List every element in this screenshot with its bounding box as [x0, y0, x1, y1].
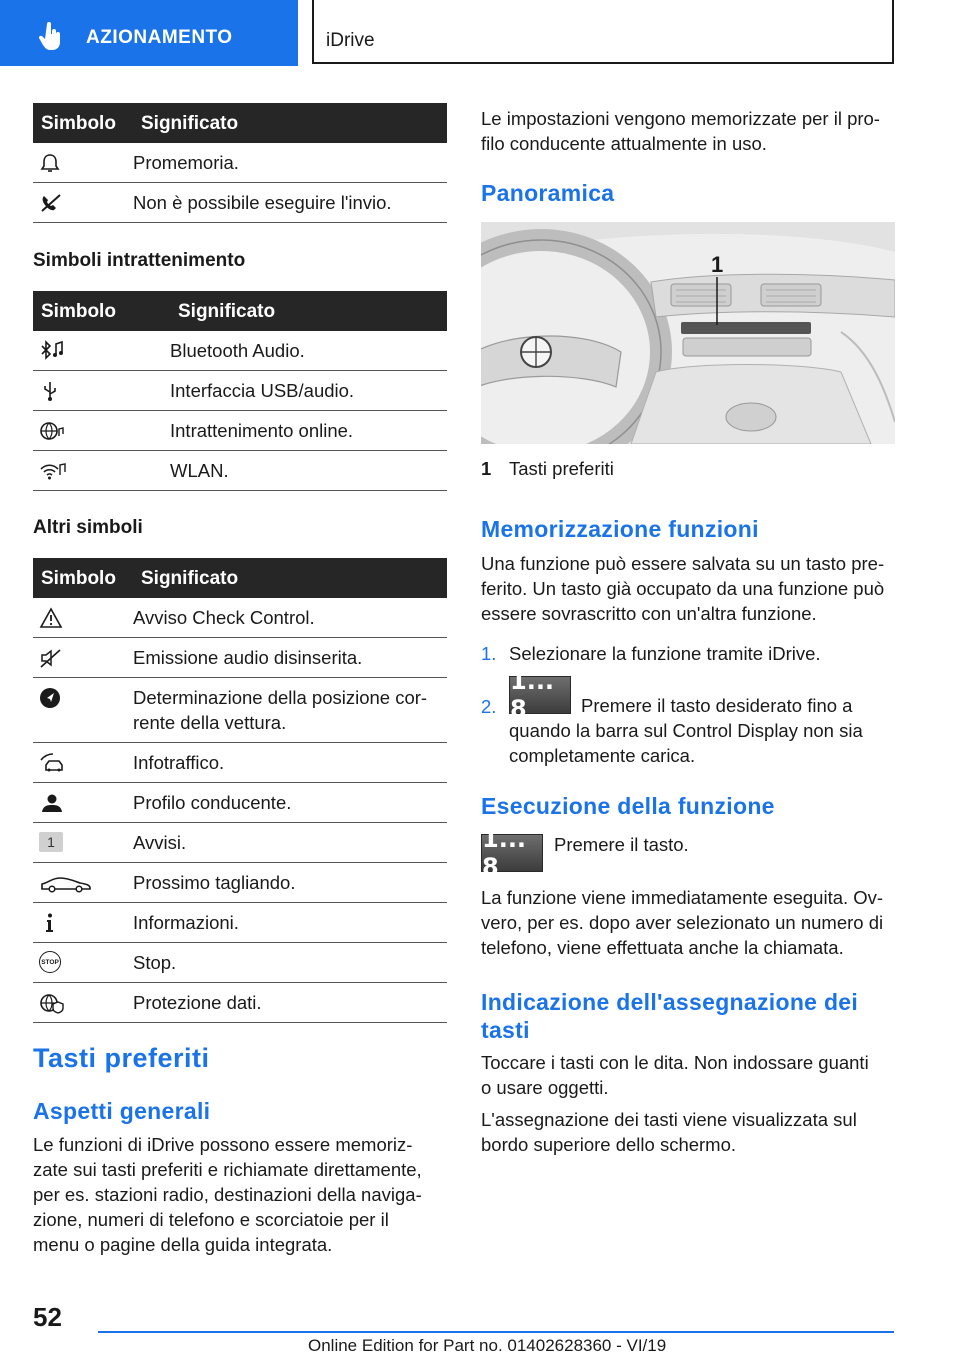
symbol-meaning: Protezione dati.: [133, 992, 262, 1013]
symbol-meaning: Prossimo tagliando.: [133, 872, 296, 893]
section-tab: [0, 0, 298, 66]
footer-divider: [98, 1331, 894, 1333]
symbol-meaning: Intrattenimento online.: [170, 420, 354, 441]
step-text-continued: quando la barra sul Control Display non sia: [509, 720, 863, 741]
favorites-heading: Tasti preferiti: [33, 1043, 210, 1073]
table-row: [33, 371, 447, 411]
warning-triangle-icon: [39, 607, 63, 629]
car-service-icon: [39, 872, 93, 894]
table-row: [33, 638, 447, 678]
caption-number: 1: [481, 458, 492, 479]
table-row: [33, 451, 447, 491]
usb-icon: [39, 380, 61, 402]
chapter-header: [312, 0, 894, 64]
symbols-table: [33, 103, 447, 223]
cockpit-illustration: [481, 222, 895, 444]
table-row: [33, 678, 447, 743]
step-text: Premere il tasto desiderato fino a: [581, 695, 853, 716]
data-protection-icon: [39, 992, 65, 1014]
table-header: [33, 103, 447, 143]
step-text-continued: completamente carica.: [509, 745, 696, 766]
section-title: AZIONAMENTO: [86, 27, 233, 48]
execute-function-text: La funzione viene immediatamente eseguita. Ov- vero, per es. dopo aver selezionato un numero di telefono, viene effettuata anche la chiamata.: [481, 887, 884, 958]
symbol-meaning: Non è possibile eseguire l'invio.: [133, 192, 392, 213]
symbol-meaning: Informazioni.: [133, 912, 239, 933]
other-symbols-table: [33, 558, 447, 1023]
table-row: [33, 943, 447, 983]
favorite-key-image: 1... 8: [509, 676, 571, 714]
other-symbols-heading: Altri simboli: [33, 517, 143, 538]
table-row: [33, 783, 447, 823]
general-aspects-text: Le funzioni di iDrive possono essere memoriz- zate sui tasti preferiti e richiamate direttamente, per es. stazioni radio, destinazioni della naviga- zione, numeri di telefono e scorciatoie per il menu o pagine della guida integrata.: [33, 1134, 422, 1255]
symbol-meaning: Avviso Check Control.: [133, 607, 315, 628]
symbol-meaning: Promemoria.: [133, 152, 239, 173]
symbol-meaning: Bluetooth Audio.: [170, 340, 305, 361]
photo-callout: 1: [711, 252, 724, 277]
press-key-text: Premere il tasto.: [554, 834, 689, 855]
bluetooth-audio-icon: [39, 340, 65, 362]
wlan-music-icon: [39, 460, 67, 482]
notice-box-icon: 1: [39, 832, 63, 852]
traffic-info-icon: [39, 752, 67, 774]
table-row: [33, 903, 447, 943]
table-header: [33, 291, 447, 331]
table-row: [33, 743, 447, 783]
key-assignment-heading: Indicazione dell'assegnazione dei tasti: [481, 989, 859, 1043]
symbol-meaning: Emissione audio disinserita.: [133, 647, 363, 668]
phone-crossed-icon: [39, 192, 63, 214]
step-number: 1.: [481, 643, 497, 664]
caption-text: Tasti preferiti: [509, 458, 614, 479]
table-row: [33, 823, 447, 863]
step-text: Selezionare la funzione tramite iDrive.: [509, 643, 821, 664]
page-number: 52: [33, 1302, 62, 1332]
key-assignment-text-2: L'assegnazione dei tasti viene visualizzata sul bordo superiore dello schermo.: [481, 1109, 857, 1155]
execute-function-heading: Esecuzione della funzione: [481, 793, 775, 819]
hand-pointer-icon: [38, 22, 64, 50]
symbol-meaning: Infotraffico.: [133, 752, 225, 773]
entertainment-symbols-table: [33, 291, 447, 491]
bell-icon: [39, 152, 61, 174]
globe-music-icon: [39, 420, 65, 442]
table-row: [33, 183, 447, 223]
profile-note-text: Le impostazioni vengono memorizzate per il pro- filo conducente attualmente in uso.: [481, 108, 880, 154]
symbol-meaning: Interfaccia USB/audio.: [170, 380, 355, 401]
store-functions-heading: Memorizzazione funzioni: [481, 516, 759, 542]
general-aspects-heading: Aspetti generali: [33, 1098, 211, 1124]
driver-profile-icon: [39, 792, 65, 814]
table-row: [33, 143, 447, 183]
step-number: 2.: [481, 696, 497, 717]
symbol-meaning: Determinazione della posizione cor-: [133, 687, 428, 708]
footer-edition: Online Edition for Part no. 01402628360 - VI/19: [308, 1336, 667, 1355]
key-assignment-text: Toccare i tasti con le dita. Non indossare guanti o usare oggetti.: [481, 1052, 869, 1098]
entertainment-symbols-heading: Simboli intrattenimento: [33, 250, 246, 271]
symbol-meaning: Stop.: [133, 952, 177, 973]
table-row: [33, 983, 447, 1023]
symbol-meaning: Avvisi.: [133, 832, 187, 853]
symbol-meaning: Profilo conducente.: [133, 792, 292, 813]
column-header-symbol: Simbolo: [41, 301, 116, 322]
chapter-title: iDrive: [326, 30, 375, 51]
store-functions-text: Una funzione può essere salvata su un tasto pre- ferito. Un tasto già occupato da una funzione può essere sovrascritto con un'altra funzione.: [481, 553, 885, 624]
column-header-meaning: Significato: [141, 568, 239, 589]
overview-heading: Panoramica: [481, 180, 615, 206]
column-header-meaning: Significato: [141, 113, 239, 134]
cockpit-drawing: [481, 222, 895, 444]
info-icon: [39, 912, 61, 934]
favorite-key-image: 1... 8: [481, 834, 543, 872]
speaker-muted-icon: [39, 647, 63, 669]
stop-icon: STOP: [39, 951, 61, 973]
column-header-symbol: Simbolo: [41, 113, 116, 134]
position-arrow-icon: [39, 687, 61, 709]
column-header-meaning: Significato: [178, 301, 276, 322]
table-row: [33, 598, 447, 638]
column-header-symbol: Simbolo: [41, 568, 116, 589]
table-row: [33, 863, 447, 903]
table-row: [33, 331, 447, 371]
symbol-meaning: WLAN.: [170, 460, 229, 481]
table-row: [33, 411, 447, 451]
table-header: [33, 558, 447, 598]
symbol-meaning-continued: rente della vettura.: [133, 712, 287, 733]
